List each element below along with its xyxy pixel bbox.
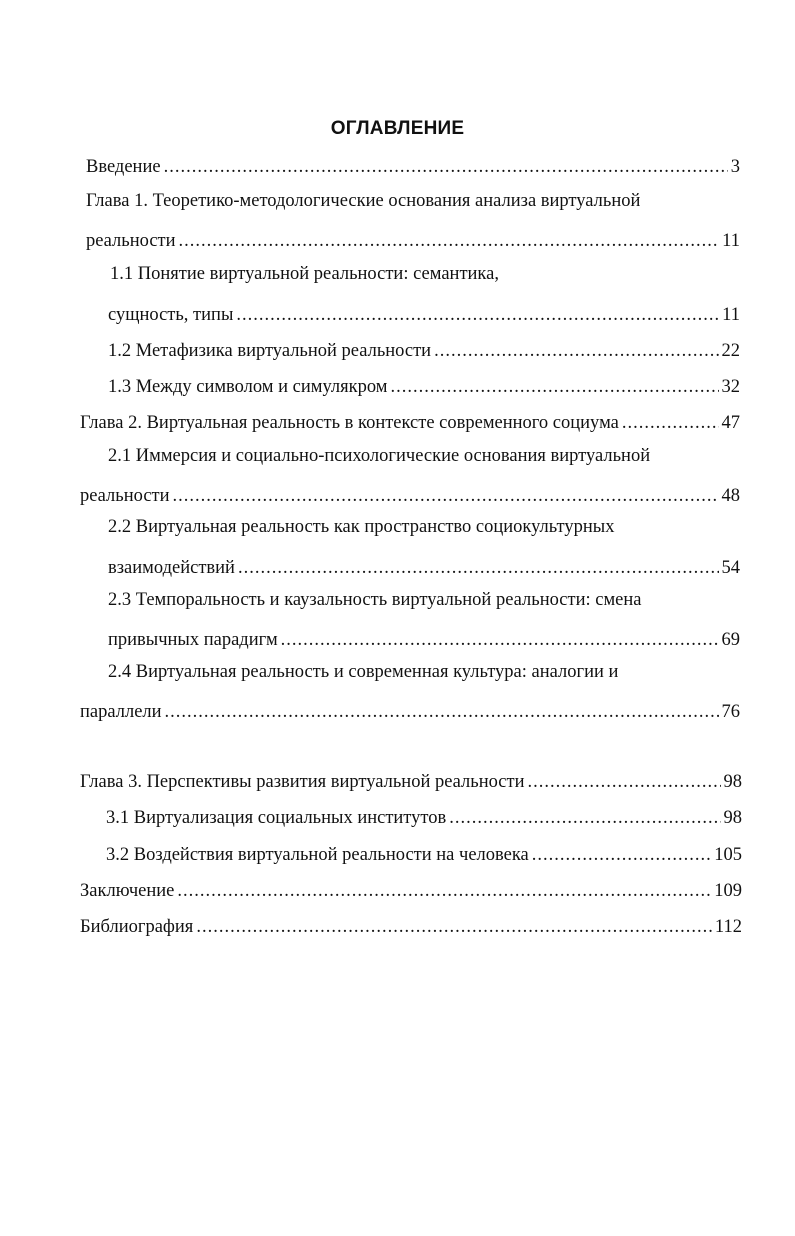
dot-leader: [391, 376, 719, 398]
toc-section-2-1-title: 2.1 Иммерсия и социально-психологические основания виртуальной: [108, 446, 651, 466]
toc-page-number: 109: [714, 881, 742, 901]
dot-leader: [179, 230, 720, 252]
toc-entry-text: Глава 3. Перспективы развития виртуальной реальности: [80, 772, 525, 792]
toc-page-number: 98: [723, 772, 742, 792]
toc-entry-section-1-2: [108, 336, 740, 362]
toc-entry-text: 1.3 Между символом и симулякром: [108, 377, 388, 397]
toc-entry-bibliography: [80, 912, 742, 938]
toc-section-2-3-title: 2.3 Темпоральность и каузальность виртуальной реальности: смена: [108, 590, 642, 610]
toc-entry-text: взаимодействий: [108, 558, 235, 578]
toc-entry-section-1-3: [108, 372, 740, 398]
dot-leader: [236, 304, 719, 326]
toc-entry-chapter1: [86, 226, 740, 252]
toc-page-number: 48: [721, 486, 740, 506]
toc-page-number: 3: [730, 157, 740, 177]
toc-entry-text: Заключение: [80, 881, 175, 901]
dot-leader: [164, 156, 728, 178]
dot-leader: [165, 701, 719, 723]
toc-entry-chapter3: [80, 767, 742, 793]
dot-leader: [196, 916, 712, 938]
dot-leader: [177, 880, 711, 902]
toc-page-number: 11: [722, 231, 740, 251]
toc-entry-text: параллели: [80, 702, 162, 722]
toc-entry-section-2-1: [80, 481, 740, 507]
dot-leader: [173, 485, 719, 507]
toc-page-number: 32: [721, 377, 740, 397]
dot-leader: [434, 340, 718, 362]
toc-page-number: 22: [721, 341, 740, 361]
toc-entry-text: Библиография: [80, 917, 194, 937]
toc-page-number: 54: [721, 558, 740, 578]
toc-entry-section-1-1: [108, 300, 740, 326]
toc-entry-text: сущность, типы: [108, 305, 234, 325]
dot-leader: [238, 557, 719, 579]
toc-entry-text: реальности: [80, 486, 170, 506]
toc-entry-section-3-1: [106, 803, 742, 829]
toc-entry-conclusion: [80, 876, 742, 902]
toc-entry-section-2-4: [80, 697, 740, 723]
toc-page-number: 76: [721, 702, 740, 722]
toc-entry-section-3-2: [106, 840, 742, 866]
toc-entry-chapter2: [80, 408, 740, 434]
toc-page-number: 11: [722, 305, 740, 325]
toc-page-number: 105: [714, 845, 742, 865]
toc-page-number: 69: [721, 630, 740, 650]
toc-page-number: 47: [721, 413, 740, 433]
toc-entry-text: Глава 2. Виртуальная реальность в контексте современного социума: [80, 413, 619, 433]
toc-section-1-1-title: 1.1 Понятие виртуальной реальности: семантика,: [110, 264, 499, 284]
toc-section-2-4-title: 2.4 Виртуальная реальность и современная культура: аналогии и: [108, 662, 619, 682]
toc-page-number: 98: [723, 808, 742, 828]
toc-entry-text: привычных парадигм: [108, 630, 278, 650]
toc-chapter1-title: Глава 1. Теоретико-методологические основания анализа виртуальной: [86, 191, 641, 211]
toc-entry-text: Введение: [86, 157, 161, 177]
dot-leader: [449, 807, 720, 829]
toc-entry-text: реальности: [86, 231, 176, 251]
dot-leader: [281, 629, 719, 651]
dot-leader: [622, 412, 719, 434]
toc-title: ОГЛАВЛЕНИЕ: [330, 118, 465, 139]
toc-entry-text: 1.2 Метафизика виртуальной реальности: [108, 341, 432, 361]
toc-entry-section-2-2: [108, 553, 740, 579]
toc-entry-section-2-3: [108, 625, 740, 651]
dot-leader: [532, 844, 711, 866]
toc-section-2-2-title: 2.2 Виртуальная реальность как пространство социокультурных: [108, 517, 615, 537]
toc-entry-text: 3.1 Виртуализация социальных институтов: [106, 808, 447, 828]
toc-entry-intro: [86, 152, 740, 178]
dot-leader: [528, 771, 721, 793]
toc-page-number: 112: [714, 917, 742, 937]
toc-entry-text: 3.2 Воздействия виртуальной реальности на человека: [106, 845, 529, 865]
